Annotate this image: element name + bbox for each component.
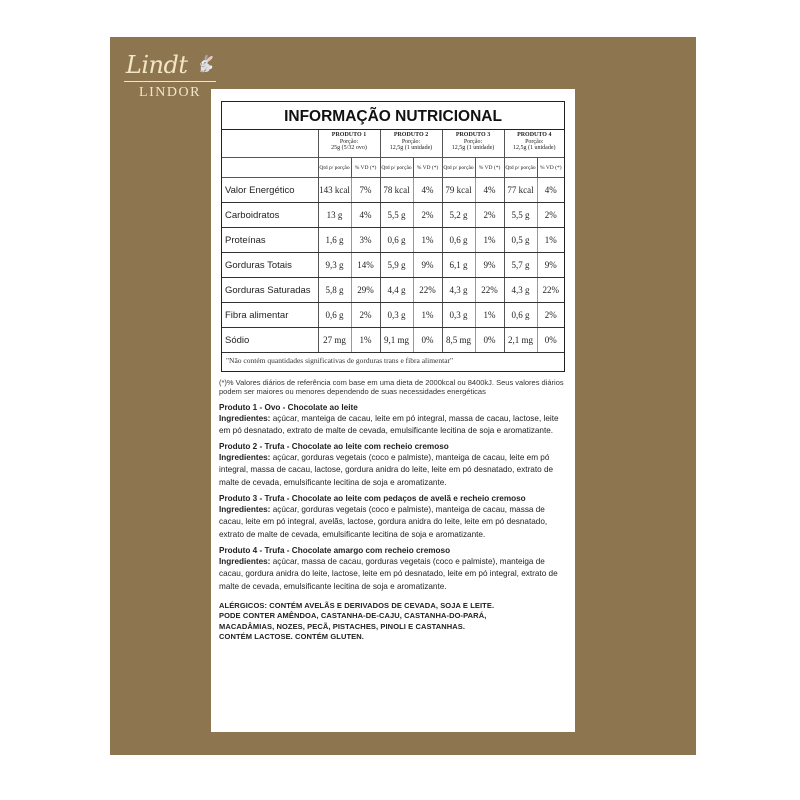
logo-divider <box>124 81 216 82</box>
ingredients-text: Ingredientes: açúcar, gorduras vegetais (coco e palmiste), manteiga de cacau, leite em pó integral, massa de cacau, lactose, gordura anidra do leite, leite em pó desnatado, extrato de malte de cevada, emulsificante lecitina de soja e aromatizante. <box>219 453 554 487</box>
nutrient-qty: 79 kcal <box>442 178 475 203</box>
allergens-line: CONTÉM LACTOSE. CONTÉM GLUTEN. <box>219 632 364 642</box>
vd-header: % VD (*) <box>537 158 564 178</box>
nutrient-label: Gorduras Saturadas <box>222 278 318 303</box>
table-note: "Não contém quantidades significativas de gorduras trans e fibra alimentar" <box>226 356 454 365</box>
nutrition-table-box <box>221 101 565 372</box>
nutrient-vd: 4% <box>351 203 380 228</box>
nutrient-vd: 1% <box>351 328 380 353</box>
nutrient-qty: 5,7 g <box>504 253 537 278</box>
nutrient-qty: 8,5 mg <box>442 328 475 353</box>
nutrient-vd: 4% <box>413 178 442 203</box>
label-text <box>219 378 569 643</box>
nutrient-qty: 0,3 g <box>380 303 413 328</box>
nutrient-vd: 2% <box>351 303 380 328</box>
nutrient-qty: 4,4 g <box>380 278 413 303</box>
nutrient-qty: 9,3 g <box>318 253 351 278</box>
nutrient-qty: 27 mg <box>318 328 351 353</box>
nutrient-qty: 4,3 g <box>504 278 537 303</box>
nutrient-qty: 0,6 g <box>380 228 413 253</box>
nutrient-row <box>222 203 564 228</box>
nutrient-vd: 9% <box>475 253 504 278</box>
qty-header: Qtd p/ porção <box>318 158 351 178</box>
nutrition-card <box>211 89 575 732</box>
logo-script: Lindt <box>125 51 188 79</box>
nutrient-vd: 1% <box>413 303 442 328</box>
nutrient-vd: 2% <box>537 303 564 328</box>
nutrient-label: Carboidratos <box>222 203 318 228</box>
product-header: PRODUTO 1 Porção: 25g (5/32 ovo) <box>318 130 380 158</box>
nutrient-label: Fibra alimentar <box>222 303 318 328</box>
nutrient-qty: 143 kcal <box>318 178 351 203</box>
product-title: Produto 1 - Ovo - Chocolate ao leite <box>219 402 358 412</box>
nutrient-vd: 29% <box>351 278 380 303</box>
nutrient-vd: 1% <box>475 303 504 328</box>
nutrient-qty: 0,3 g <box>442 303 475 328</box>
nutrient-qty: 5,5 g <box>380 203 413 228</box>
nutrient-qty: 0,6 g <box>318 303 351 328</box>
qty-header: Qtd p/ porção <box>504 158 537 178</box>
product-title: Produto 4 - Trufa - Chocolate amargo com recheio cremoso <box>219 545 451 555</box>
allergens-line: ALÉRGICOS: CONTÉM AVELÃS E DERIVADOS DE CEVADA, SOJA E LEITE. <box>219 600 495 610</box>
footnote: (*)% Valores diários de referência com base em uma dieta de 2000kcal ou 8400kJ. Seus valores diários podem ser maiores ou menores dependendo de suas necessidades energéticas <box>219 378 564 397</box>
header-blank <box>222 158 318 178</box>
nutrient-qty: 2,1 mg <box>504 328 537 353</box>
nutrient-qty: 13 g <box>318 203 351 228</box>
nutrition-title: INFORMAÇÃO NUTRICIONAL <box>222 102 564 130</box>
nutrient-qty: 0,5 g <box>504 228 537 253</box>
nutrient-vd: 1% <box>537 228 564 253</box>
header-blank <box>222 130 318 158</box>
nutrient-label: Gorduras Totais <box>222 253 318 278</box>
product-header: PRODUTO 4 Porção: 12,5g (1 unidade) <box>504 130 564 158</box>
nutrient-qty: 1,6 g <box>318 228 351 253</box>
nutrient-label: Sódio <box>222 328 318 353</box>
nutrient-vd: 22% <box>537 278 564 303</box>
nutrient-row <box>222 178 564 203</box>
nutrient-vd: 4% <box>475 178 504 203</box>
allergens-text <box>219 601 569 643</box>
nutrient-qty: 77 kcal <box>504 178 537 203</box>
ingredients-text: Ingredientes: açúcar, gorduras vegetais (coco e palmiste), manteiga de cacau, massa de cacau, leite em pó integral, avelãs, lactose, gordura anidra do leite, leite em pó desnatado, extrato de malte de cevada, emulsificante lecitina de soja e aromatizante. <box>219 505 548 539</box>
ingredients-text: Ingredientes: açúcar, massa de cacau, gorduras vegetais (coco e palmiste), manteiga de cacau, gordura anidra do leite, lactose, leite em pó desnatado, leite em pó integral, extrato de malte de cevada, emulsificante lecitina de soja e aromatizante. <box>219 556 558 591</box>
nutrient-vd: 22% <box>413 278 442 303</box>
bunny-icon: 🐇 <box>194 54 215 73</box>
logo-subtitle: LINDOR <box>139 85 201 100</box>
nutrient-qty: 9,1 mg <box>380 328 413 353</box>
nutrient-vd: 22% <box>475 278 504 303</box>
nutrient-vd: 2% <box>537 203 564 228</box>
nutrient-qty: 5,5 g <box>504 203 537 228</box>
nutrient-vd: 0% <box>413 328 442 353</box>
nutrient-vd: 9% <box>537 253 564 278</box>
nutrient-vd: 1% <box>413 228 442 253</box>
nutrient-row <box>222 303 564 328</box>
ingredients-text: Ingredientes: açúcar, manteiga de cacau, leite em pó integral, massa de cacau, lactose, leite em pó desnatado, extrato de malte de cevada, emulsificante lecitina de soja e aromatizante. <box>219 413 559 435</box>
nutrient-qty: 0,6 g <box>442 228 475 253</box>
nutrient-row <box>222 328 564 353</box>
nutrition-table <box>222 130 564 353</box>
product-header: PRODUTO 3 Porção: 12,5g (1 unidade) <box>442 130 504 158</box>
allergens-line: PODE CONTER AMÊNDOA, CASTANHA-DE-CAJU, CASTANHA-DO-PARÁ, <box>219 611 487 621</box>
nutrient-vd: 0% <box>475 328 504 353</box>
nutrient-vd: 9% <box>413 253 442 278</box>
nutrient-vd: 2% <box>475 203 504 228</box>
vd-header: % VD (*) <box>351 158 380 178</box>
product-header: PRODUTO 2 Porção: 12,5g (1 unidade) <box>380 130 442 158</box>
qty-header: Qtd p/ porção <box>442 158 475 178</box>
nutrient-qty: 5,8 g <box>318 278 351 303</box>
product-title: Produto 2 - Trufa - Chocolate ao leite com recheio cremoso <box>219 442 449 452</box>
nutrient-qty: 0,6 g <box>504 303 537 328</box>
vd-header: % VD (*) <box>475 158 504 178</box>
vd-header: % VD (*) <box>413 158 442 178</box>
nutrient-row <box>222 253 564 278</box>
qty-header: Qtd p/ porção <box>380 158 413 178</box>
nutrient-qty: 6,1 g <box>442 253 475 278</box>
product-title: Produto 3 - Trufa - Chocolate ao leite com pedaços de avelã e recheio cremoso <box>219 494 526 504</box>
nutrient-qty: 78 kcal <box>380 178 413 203</box>
nutrient-qty: 4,3 g <box>442 278 475 303</box>
nutrient-row <box>222 278 564 303</box>
nutrient-vd: 2% <box>413 203 442 228</box>
nutrient-vd: 7% <box>351 178 380 203</box>
nutrient-row <box>222 228 564 253</box>
brand-logo <box>124 50 216 101</box>
nutrient-qty: 5,2 g <box>442 203 475 228</box>
nutrient-vd: 14% <box>351 253 380 278</box>
nutrient-qty: 5,9 g <box>380 253 413 278</box>
nutrient-label: Proteínas <box>222 228 318 253</box>
nutrient-vd: 3% <box>351 228 380 253</box>
nutrient-label: Valor Energético <box>222 178 318 203</box>
allergens-line: MACADÂMIAS, NOZES, PECÃ, PISTACHES, PINOLI E CASTANHAS. <box>219 621 466 631</box>
nutrient-vd: 0% <box>537 328 564 353</box>
nutrient-vd: 4% <box>537 178 564 203</box>
nutrient-vd: 1% <box>475 228 504 253</box>
